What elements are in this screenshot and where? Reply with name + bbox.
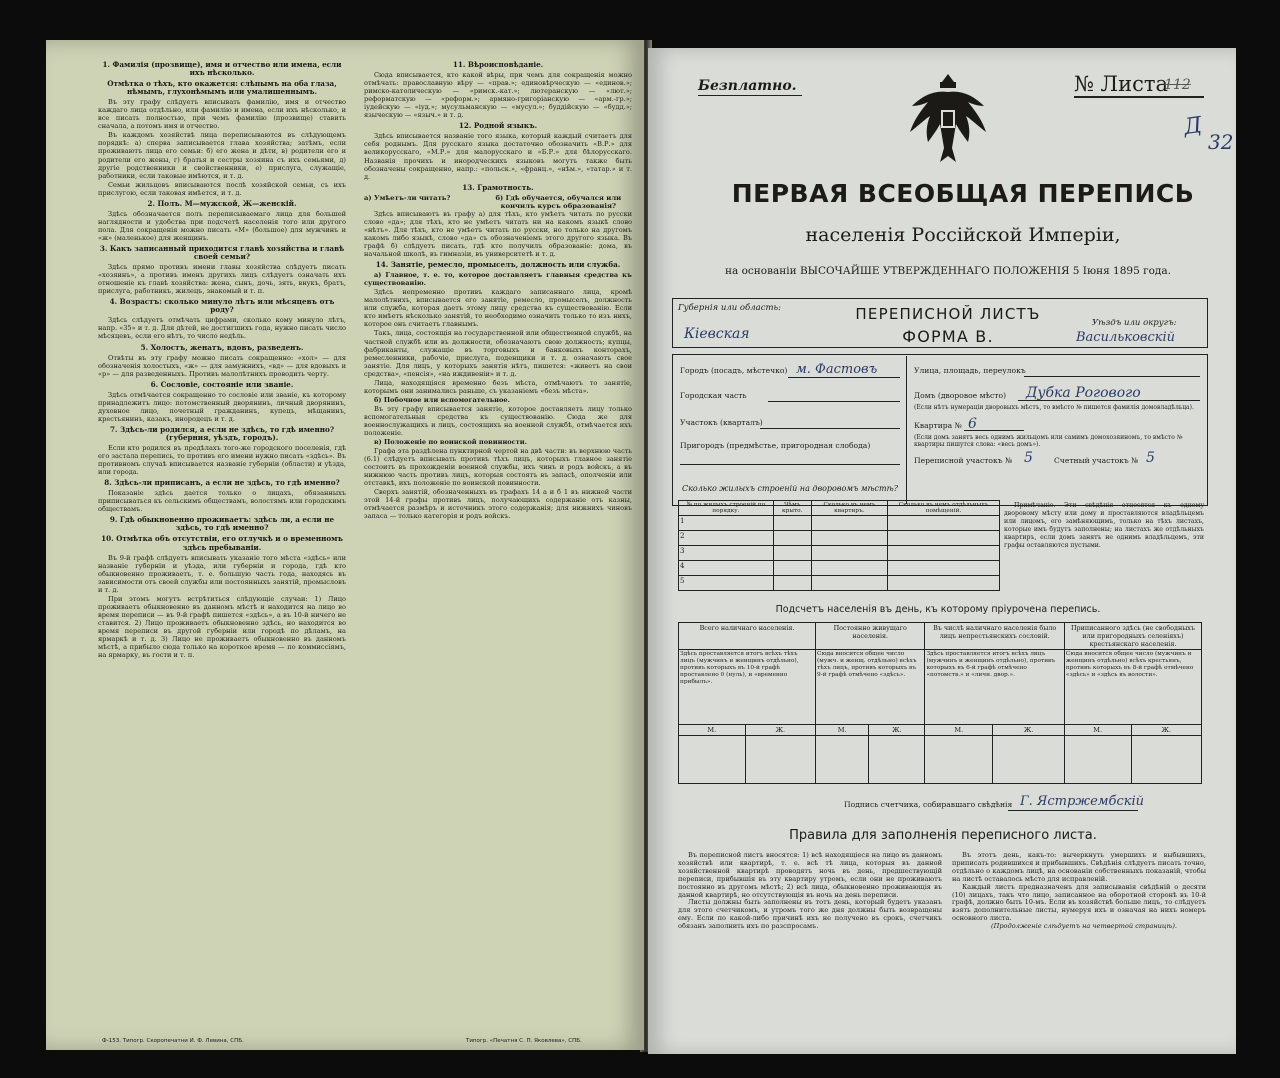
gubernia-value: Кіевская (684, 326, 750, 342)
dom-value: Дубка Рогового (1026, 385, 1141, 401)
signature-line (1008, 810, 1138, 811)
empty-cell (773, 561, 811, 576)
rules-heading: Правила для заполненія переписного листа. (789, 828, 1097, 843)
dom-line (1018, 400, 1200, 401)
empty-cell (773, 531, 811, 546)
sheet-number-label: № Листа (1074, 72, 1168, 96)
sex-label-cell: Ж. (993, 725, 1065, 736)
chast-line (768, 401, 900, 402)
subheading: б) Гдѣ обучается, обучался или кончилъ курсъ образованія? (495, 193, 622, 210)
count-table-instructions (679, 650, 1202, 725)
empty-cell (811, 546, 887, 561)
buildings-table-header-cell: № по жилыхъ строеній по порядку. (679, 501, 774, 516)
count-table-sex-labels (679, 725, 1202, 736)
count-header-cell: Въ числѣ наличнаго населенія было лицъ непрестьянскихъ сословій. (925, 623, 1064, 650)
buildings-table-header-cell: Сколько въ немъ квартиръ. (811, 501, 887, 516)
count-value-cell (993, 736, 1065, 784)
sex-label-cell: Ж. (869, 725, 925, 736)
count-header-cell: Всего наличнаго населенія. (679, 623, 816, 650)
paragraph: Семьи жильцовъ вписываются послѣ хозяйской семьи, съ ихъ прислугою, если таковая имѣется, и т. д. (98, 180, 346, 197)
row-number-cell: 4 (679, 561, 774, 576)
empty-cell (811, 531, 887, 546)
uchastok-line (760, 428, 900, 429)
row-number-cell: 2 (679, 531, 774, 546)
left-page (46, 40, 644, 1050)
perepis-uchastok-value: 5 (1024, 450, 1033, 466)
buildings-table-header-cell: Сколько въ немъ отдѣльныхъ помѣщеній. (887, 501, 999, 516)
form-main-title: ПЕРВАЯ ВСЕОБЩАЯ ПЕРЕПИСЬ (731, 179, 1195, 208)
subheading: а) Главное, т. е. то, которое доставляетъ главныя средства къ существованію. (364, 271, 632, 288)
rules-column-2 (952, 852, 1206, 1012)
count-value-cell (816, 736, 869, 784)
sex-label-cell: М. (925, 725, 993, 736)
subheading: б) Побочное или вспомогательное. (374, 395, 510, 404)
paragraph: Сюда вписывается, кто какой вѣры, при чемъ для сокращенія можно отмѣчать: православную вѣру — «прав.»; единовѣрческую — «единов.»; римско-католическую — «римск.-кат.»; лютеранскую — «лют.»; реформатскую — «реформ.»; армяно-григоріанскую — «арм.-гр.»; іудейскую — «іуд.»; мусульманскую — «мусул.»; буддійскую — «будд.»; языческую — «языч.» и т. д. (364, 71, 632, 120)
buildings-table-header-cell: Чѣмъ крыто. (773, 501, 811, 516)
section-heading: 4. Возрастъ: сколько минуло лѣтъ или мѣсяцевъ отъ роду? (109, 297, 335, 315)
gorod-line (788, 377, 900, 378)
gubernia-label: Губернія или область: (678, 303, 782, 313)
schetny-uchastok-value: 5 (1146, 450, 1155, 466)
ulitsa-label: Улица, площадь, переулокъ (914, 366, 1026, 375)
count-heading: Подсчетъ населенія въ день, къ которому пріурочена перепись. (775, 604, 1101, 615)
free-label: Безплатно. (698, 78, 797, 94)
paragraph: Здѣсь вписываютъ въ графу а) для тѣхъ, кто умѣетъ читать по русски слово «да»; для тѣхъ, кто не умѣетъ читать ни на какомъ языкѣ слово «нѣтъ». Для тѣхъ, кто не умѣетъ читать по русски, но только на другомъ какомъ либо языкѣ, слово «да» съ обозначеніемъ этого другого языка. Въ графѣ б) слѣдуетъ писать, гдѣ кто получилъ образованіе: дома, въ начальной школѣ, въ гимназіи, въ университетѣ и т. д. (364, 209, 632, 259)
count-header-cell: Постоянно живущаго населенія. (816, 623, 925, 650)
paragraph: Отвѣты въ эту графу можно писать сокращенно: «хол» — для обозначенія холостыхъ, «ж» — для замужнихъ, «вд» — для вдовыхъ и «р» — для разведенныхъ. Противъ малолѣтнихъ проводить черту. (98, 353, 346, 378)
buildings-table-row (679, 531, 1000, 546)
sex-label-cell: М. (679, 725, 746, 736)
empty-cell (811, 516, 887, 531)
uchastok-label: Участокъ (кварталъ) (680, 418, 763, 427)
population-count-table (678, 622, 1202, 784)
buildings-table-row (679, 561, 1000, 576)
rules-paragraph: Каждый листъ предназначенъ для записыванія свѣдѣній о десяти (10) лицахъ, такъ что лицо, записанное на оборотной сторонѣ въ 10-й графѣ, должно быть 10-мъ. Если въ хозяйствѣ больше лицъ, то слѣдуетъ взять дополнительные листы, нумеруя ихъ и означая на нихъ номеръ основного листа. (952, 882, 1206, 923)
dom-note: (Если нѣтъ нумераціи дворовыхъ мѣстъ, то вмѣсто № пишется фамилія домовладѣльца). (914, 404, 1194, 411)
printer-imprint-left: Ф-153. Типогр. Скоропечатни И. Ф. Левина, СПБ. (102, 1038, 244, 1044)
sex-label-cell: Ж. (1131, 725, 1201, 736)
enumerator-signature: Г. Ястржембскій (1020, 794, 1145, 809)
underline (698, 95, 802, 96)
paragraph: Лица, находящіяся временно безъ мѣста, отмѣчаютъ то занятіе, которымъ они занимались раньше, съ указаніемъ «безъ мѣста». (364, 378, 632, 395)
sheet-number-value: 112 (1164, 77, 1191, 93)
section-heading: 13. Грамотность. (462, 182, 534, 192)
count-value-cell (1064, 736, 1131, 784)
empty-cell (887, 546, 999, 561)
rules-paragraph: Въ этотъ день, какъ-то: вычеркнуть умершихъ и выбывшихъ, приписать родившихся и прибывшихъ. Свѣдѣнія слѣдуетъ писать точно, отдѣльно о каждомъ лицѣ, на основаніи собственныхъ показаній, чтобы на листѣ оставалось мѣсто для исправленій. (952, 852, 1206, 883)
enumerator-label: Подпись счетчика, собиравшаго свѣдѣнія (844, 800, 1013, 809)
count-header-cell: Приписанного здѣсь (не свободныхъ или пригородныхъ селеніяхъ) крестьянскаго населенія. (1064, 623, 1201, 650)
paragraph: Сверхъ занятій, обозначенныхъ въ графахъ 14 а и б 1 въ нижней части этой 14-й графы противъ лицъ, получающихъ содержаніе отъ казны, отмѣчается размѣръ и источникъ этого содержанія; для нижнихъ чиновъ запаса — только категорія и родъ войскъ. (364, 488, 632, 521)
empty-cell (887, 516, 999, 531)
subheading: в) Положеніе по воинской повинности. (374, 438, 527, 447)
instructions-column-2 (364, 58, 632, 1028)
paragraph: Графа эта раздѣлена пунктирной чертой на двѣ части: въ верхнюю часть (6.1) слѣдуетъ вписывать противъ тѣхъ лицъ, которыхъ главное занятіе состоитъ въ прохожденіи военной службы, ихъ чинъ и родъ войскъ, а въ нижнюю часть противъ лицъ, которыя состоятъ въ запасѣ, ополченіи или отставкѣ, ихъ положеніе по воинской повинности. (364, 447, 632, 488)
sex-label-cell: Ж. (745, 725, 815, 736)
count-value-cell (745, 736, 815, 784)
buildings-table-header (679, 501, 1000, 516)
chast-label: Городская часть (680, 391, 747, 400)
count-value-cell (925, 736, 993, 784)
section-heading: 12. Родной языкъ. (458, 121, 538, 131)
sex-label-cell: М. (816, 725, 869, 736)
buildings-table-row (679, 546, 1000, 561)
buildings-table-row (679, 516, 1000, 531)
margin-handwriting: Д (1182, 112, 1204, 141)
row-number-cell: 1 (679, 516, 774, 531)
right-page-census-form (648, 48, 1236, 1054)
perepis-uchastok-label: Переписной участокъ № (914, 456, 1013, 465)
form-title-line1: ПЕРЕПИСНОЙ ЛИСТЪ (855, 305, 1041, 323)
paragraph: Здѣсь отмѣчается сокращенно то сословіе или званіе, къ которому принадлежитъ лицо: потомственный дворянинъ, личный дворянинъ, духовное лицо, почетный гражданинъ, купецъ, мѣщанинъ, крестьянинъ, казакъ, инородецъ и т. д. (98, 390, 346, 423)
count-instruction-cell: Сюда вносится общее число (мужчинъ и женщинъ отдѣльно) всѣхъ крестьянъ, противъ которыхъ въ 8-й графѣ отмѣчено «здѣсь» и «здѣсь въ волости». (1064, 650, 1201, 725)
section-heading: 9. Гдѣ обыкновенно проживаетъ: здѣсь ли, а если не здѣсь, то гдѣ именно? (109, 515, 335, 533)
count-table-values (679, 736, 1202, 784)
count-instruction-cell: Здѣсь проставляется итогъ всѣхъ тѣхъ лицъ (мужчинъ и женщинъ отдѣльно), противъ которыхъ въ 10-й графѣ проставлено 0 (нуль), и «временно прибылъ». (679, 650, 816, 725)
paragraph: Если кто родился въ предѣлахъ того-же городского поселенія, гдѣ его застала перепись, то противъ его имени нужно писать «здѣсь». Въ противномъ случаѣ вписывается названіе губерніи (области) и уѣзда, или города. (98, 444, 346, 477)
section-heading: 7. Здѣсь-ли родился, а если не здѣсь, то гдѣ именно? (губерния, уѣздъ, городъ). (109, 424, 335, 442)
prigorod-label: Пригородъ (предмѣстье, пригородная слобода) (680, 441, 871, 450)
rules-column-1 (678, 852, 942, 1012)
empty-cell (811, 576, 887, 591)
note-paragraph (1004, 502, 1204, 549)
kvartira-line (964, 430, 1024, 431)
buildings-table (678, 500, 1000, 591)
stroenia-label: Сколько жилыхъ строеній на дворовомъ мѣстѣ? (682, 484, 898, 493)
gorod-label: Городъ (посадъ, мѣстечко) (680, 366, 788, 375)
paragraph: Въ каждомъ хозяйствѣ лица переписываются въ слѣдующемъ порядкѣ: а) сперва записывается глава хозяйства; затѣмъ, если проживаютъ лица его семьи: б) его жена и дѣти, в) родители его и родители его жены, г) братья и сестры хозяина съ ихъ семьями, д) другіе родственники и свойственники, е) прислуга, служащіе, работники, если таковые имѣются, и т. д. (98, 131, 346, 180)
empty-cell (887, 576, 999, 591)
kvartira-label: Квартира № (914, 421, 962, 430)
empty-cell (773, 546, 811, 561)
schetny-uchastok-label: Счетный участокъ № (1054, 456, 1139, 465)
address-divider (906, 356, 907, 504)
paragraph: Показаніе здѣсь дается только о лицахъ, обязанныхъ приписываться къ сельскимъ обществамъ, волостямъ или городскимъ обществамъ. (98, 489, 346, 514)
margin-handwriting: 32 (1208, 130, 1234, 154)
section-heading: 5. Холостъ, женатъ, вдовъ, разведенъ. (140, 342, 304, 352)
empty-cell (811, 561, 887, 576)
section-heading: 2. Полъ. М—мужской, Ж—женскій. (147, 198, 297, 208)
rules-paragraph: Листы должны быть заполнены въ тотъ день, который будетъ указанъ для этого счетчикомъ, и утромъ того же дня должны быть возвращены ему. Если по какой-либо причинѣ ихъ не получено въ срокъ, счетчикъ обязанъ заполнить ихъ по разспросамъ. (678, 898, 942, 931)
section-heading: 11. Вѣроисповѣданіе. (452, 60, 544, 69)
paragraph: При этомъ могутъ встрѣтиться слѣдующіе случаи: 1) Лицо проживаетъ обыкновенно въ данномъ мѣстѣ и находится на лицо во время переписи — въ 9-й графѣ пишется «здѣсь», а въ 10-й ничего не ставится. 2) Лицо проживаетъ обыкновенно здѣсь, но находится во время переписи въ другой губерніи или городѣ по дѣламъ, на ярмаркѣ и т. д. 3) Лицо не проживаетъ обыкновенно въ данномъ мѣстѣ, а прибыло сюда только на короткое время — по коммиссіямъ, на ярмарку, въ гости и т. п. (98, 594, 346, 660)
buildings-table-row (679, 576, 1000, 591)
section-heading: 14. Занятіе, ремесло, промыселъ, должность или служба. (375, 260, 621, 270)
count-instruction-cell: Сюда вносится общее число (мужч. и женщ. отдѣльно) всѣхъ тѣхъ лицъ, противъ которыхъ въ 9-й графѣ отмѣчено «здѣсь». (816, 650, 925, 725)
count-value-cell (1131, 736, 1201, 784)
ulitsa-line (1024, 376, 1200, 377)
row-number-cell: 3 (679, 546, 774, 561)
uezd-value: Васильковскій (1076, 330, 1176, 345)
section-heading: 6. Сословіе, состояніе или званіе. (150, 379, 294, 389)
gorod-value: м. Фастовъ (796, 362, 878, 377)
form-title (823, 305, 1073, 346)
paragraph: Здѣсь вписывается названіе того языка, который каждый считаетъ для себя роднымъ. Для русскаго языка достаточно обозначить «В.Р.» для великорусскаго, «М.Р.» для малорусскаго и «Б.Р.» для бѣлорусскаго. Названія прочихъ и инородческихъ языковъ могутъ также быть обозначены сокращенно, напр.: «польск.», «франц.», «нѣм.», «татар.» и т. д. (364, 132, 632, 181)
form-title-line2: ФОРМА В. (902, 327, 994, 346)
paragraph: Здѣсь слѣдуетъ отмѣчать цифрами, сколько кому минуло лѣтъ, напр. «35» и т. д. Для дѣтей, не достигшихъ года, нужно писать число мѣсяцевъ, если его нѣтъ, то число недѣль. (98, 316, 346, 341)
rules-paragraph: Въ переписной листъ вносятся: 1) всѣ находящіеся на лицо въ данномъ хозяйствѣ или квартирѣ, т. е. всѣ тѣ лица, которыя въ данной хозяйственной квартирѣ проводятъ ночь въ день, предшествующій переписи, прибывшія въ эту квартиру утромъ, если они не проживаютъ постоянно въ другомъ мѣстѣ; 2) всѣ лица, обыкновенно проживающія въ данной квартирѣ, но отсутствующія въ ночь на день переписи. (678, 852, 942, 899)
empty-cell (773, 516, 811, 531)
form-legal-basis: на основаніи ВЫСОЧАЙШЕ УТВЕРЖДЕННАГО ПОЛОЖЕНІЯ 5 Іюня 1895 года. (724, 265, 1171, 277)
kvartira-value: 6 (968, 416, 977, 432)
section-heading: 10. Отмѣтка объ отсутствіи, его отлучкѣ и о временномъ здѣсь пребываніи. (101, 534, 343, 552)
section-heading: 1. Фамилія (прозвище), имя и отчество или имена, если ихъ нѣсколько. (102, 60, 342, 78)
rules-continued-note: (Продолженіе слѣдуетъ на четвертой страницѣ). (991, 922, 1177, 931)
paragraph: Въ эту графу вписывается занятіе, которое доставляетъ лицу только вспомогательныя средства къ существованію. Сюда же для военнослужащихъ и лицъ, состоящихъ на военной службѣ, отмѣчается ихъ положеніе. (364, 404, 632, 438)
count-table-header (679, 623, 1202, 650)
count-value-cell (869, 736, 925, 784)
paragraph: Здѣсь непременно противъ каждаго записаннаго лица, кромѣ малолѣтнихъ, вписывается его занятіе, ремесло, промыселъ, должность или служба, которая даетъ этому лицу средства къ существованію. Если кто имѣетъ нѣсколько занятій, то необходимо означить только то изъ нихъ, которое онъ считаетъ главнымъ. (364, 288, 632, 329)
form-subtitle: населенія Россійской Имперіи, (805, 224, 1121, 246)
imperial-eagle-icon (904, 72, 992, 172)
paragraph: Здѣсь обозначается полъ переписываемаго лица для большей наглядности и удобства при подсчетѣ населенія того или другого пола. Для сокращенія можно писать «М» (большое) для мужчинъ и «ж» (маленькое) для женщинъ. (98, 209, 346, 242)
empty-cell (773, 576, 811, 591)
paragraph: Такъ, лица, состоящія на государственной или общественной службѣ, на частной службѣ или въ должности, обозначаютъ свою должность; купцы, фабриканты, служащіе въ торговыхъ и банковыхъ конторахъ, ремесленники, рабочіе, прислуга, поденщики и т. д. означаютъ свое занятіе. Для лицъ, у которыхъ занятія нѣтъ, пишется: «живетъ на свои средства», «пенсія», «на иждивеніи» и т. д. (364, 329, 632, 378)
note-text: Примѣчаніе. Эти свѣдѣнія относятся къ одному дворовому мѣсту или дому и проставляются владѣльцемъ или лицомъ, его замѣняющимъ, только на тѣхъ листахъ, которые имъ будутъ заполнены; на листахъ же отдѣльныхъ квартиръ, если домъ занятъ не однимъ владѣльцемъ, эти графы оставляются пустыми. (1004, 502, 1204, 549)
count-instruction-cell: Здѣсь проставляется итогъ всѣхъ лицъ (мужчинъ и женщинъ отдѣльно), противъ которыхъ въ 6-й графѣ отмѣчено «потомств.» и «личн. двор.». (925, 650, 1064, 725)
instructions-column-1 (98, 58, 346, 1028)
paragraph: Въ эту графу слѣдуетъ вписывать фамилію, имя и отчество каждаго лица отдѣльно, или фамилію и имена, если ихъ нѣсколько, и все писать полностью, при чемъ фамилію (прозвище) ставить сначала, а потомъ имя и отчество. (98, 98, 346, 131)
subheading: а) Умѣетъ-ли читать? (364, 193, 451, 202)
paragraph: Въ 9-й графѣ слѣдуетъ вписывать указаніе того мѣста «здѣсь» или названіе губерніи и уѣзда, или губерніи и города, гдѣ кто обыкновенно проживаетъ, т. е. большую часть года, находясь въ зависимости отъ своей службы или постоянныхъ занятій, промысловъ и т. д. (98, 553, 346, 594)
dom-label: Домъ (дворовое мѣсто) (914, 391, 1007, 400)
count-value-cell (679, 736, 746, 784)
section-heading: Отмѣтка о тѣхъ, кто окажется: слѣпымъ на оба глаза, нѣмымъ, глухонѣмымъ или умалишеннымъ. (107, 79, 337, 97)
prigorod-line (680, 464, 900, 465)
section-heading: 3. Какъ записанный приходится главѣ хозяйства и главѣ своей семьи? (99, 243, 345, 262)
uezd-label: Уѣздъ или округъ: (1092, 318, 1177, 328)
row-number-cell: 5 (679, 576, 774, 591)
empty-cell (887, 561, 999, 576)
section-heading: 8. Здѣсь-ли приписанъ, а если не здѣсь, то гдѣ именно? (104, 478, 340, 488)
sex-label-cell: М. (1064, 725, 1131, 736)
underline (1074, 96, 1204, 98)
kvartira-note: (Если домъ занятъ весь однимъ жильцомъ или самимъ домохозяиномъ, то вмѣсто № квартиры пишутся слова: «весь домъ»). (914, 434, 1183, 448)
empty-cell (887, 531, 999, 546)
paragraph: Здѣсь прямо противъ имени главы хозяйства слѣдуетъ писать «хозяинъ», а противъ именъ другихъ лицъ слѣдуетъ означать ихъ отношеніе къ главѣ хозяйства: жена, сынъ, дочь, зять, внукъ, братъ, прислуга, работникъ, жилецъ, знакомый и т. п. (98, 263, 346, 296)
printer-imprint-right: Типогр. «Печатня С. П. Яковлева», СПБ. (466, 1038, 582, 1044)
